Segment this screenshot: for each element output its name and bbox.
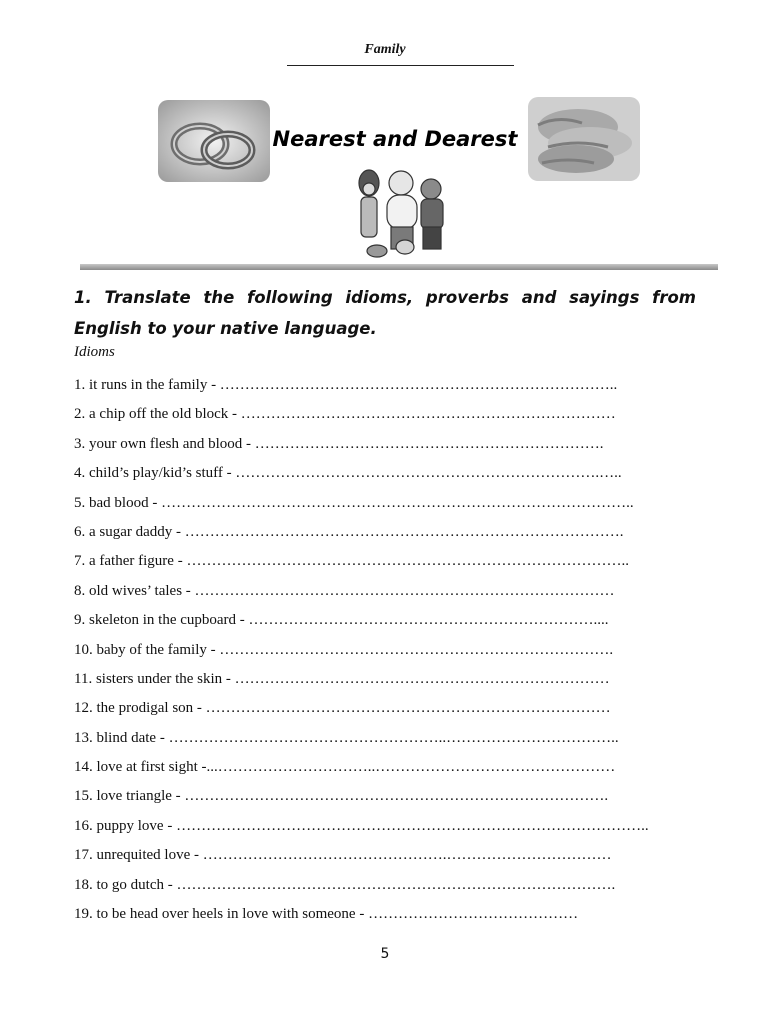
idioms-subhead: Idioms bbox=[74, 344, 115, 360]
idiom-item: 8. old wives’ tales - ………………………………………………………………………… bbox=[74, 582, 615, 599]
idiom-item: 18. to go dutch - ……………………………………………………………………………. bbox=[74, 876, 616, 893]
running-header: Family bbox=[364, 42, 406, 57]
idiom-item: 13. blind date - ………………………………………………..…………………………….. bbox=[74, 729, 619, 746]
page-number: 5 bbox=[380, 946, 390, 962]
idiom-item: 7. a father figure - …………………………………………………………………………….. bbox=[74, 553, 629, 570]
idiom-list bbox=[74, 373, 714, 931]
idiom-item: 1. it runs in the family - …………………………………………………………………….. bbox=[74, 377, 618, 393]
task-heading: 1. Translate the following idioms, proverbs and sayings from English to your native language. bbox=[74, 288, 696, 338]
idiom-item: 2. a chip off the old block - ………………………………………………………………… bbox=[74, 406, 616, 423]
idiom-item: 10. baby of the family - ……………………………………………………………………. bbox=[74, 641, 614, 658]
idiom-item: 15. love triangle - …………………………………………………………………………. bbox=[74, 788, 609, 805]
header-rule bbox=[287, 65, 514, 66]
idiom-item: 11. sisters under the skin - ………………………………………………………………… bbox=[74, 670, 610, 687]
idiom-item: 9. skeleton in the cupboard - …………………………………………………………….... bbox=[74, 612, 609, 629]
idiom-item: 14. love at first sight -...…………………………..………………………………………… bbox=[74, 759, 616, 776]
idiom-item: 4. child’s play/kid’s stuff - ……………………………………………………………….….. bbox=[74, 465, 622, 482]
idiom-item: 3. your own flesh and blood - ……………………………………………………………. bbox=[74, 435, 604, 452]
page-title: Nearest and Dearest bbox=[272, 127, 518, 151]
idiom-item: 5. bad blood - ………………………………………………………………………………….. bbox=[74, 494, 634, 511]
idiom-item: 12. the prodigal son - ……………………………………………………………………… bbox=[74, 700, 611, 717]
section-divider bbox=[80, 264, 718, 270]
idiom-item: 6. a sugar daddy - ……………………………………………………………………………. bbox=[74, 523, 624, 540]
idiom-item: 19. to be head over heels in love with someone - …………………………………… bbox=[74, 906, 579, 923]
idiom-item: 16. puppy love - ………………………………………………………………………………….. bbox=[74, 817, 649, 834]
cartoon-family-icon bbox=[347, 163, 457, 261]
idiom-item: 17. unrequited love - ………………………………………….…………………………… bbox=[74, 847, 612, 864]
